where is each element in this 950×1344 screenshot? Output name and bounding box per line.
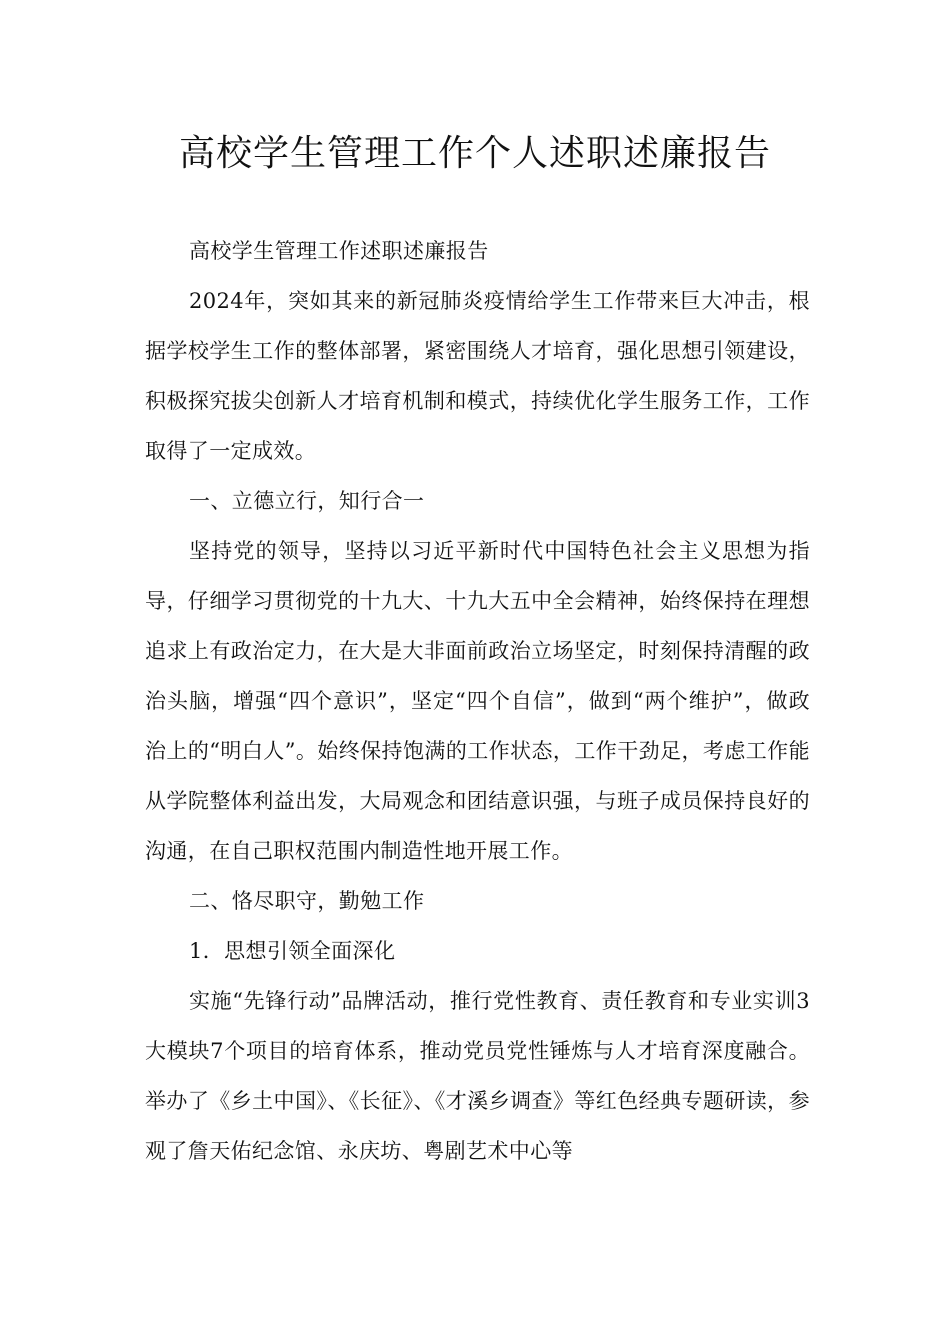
paragraph-intro: 2024年，突如其来的新冠肺炎疫情给学生工作带来巨大冲击，根据学校学生工作的整体部署，紧密围绕人才培育，强化思想引领建设，积极探究拔尖创新人才培育机制和模式，持续优化学生服务工作，工作取得了一定成效。 [145, 289, 810, 463]
document-title: 高校学生管理工作个人述职述廉报告 [178, 133, 771, 174]
paragraph-subtitle: 高校学生管理工作述职述廉报告 [189, 239, 489, 263]
section-heading-1: 一、立德立行，知行合一 [189, 489, 425, 513]
paragraph-section-1: 坚持党的领导，坚持以习近平新时代中国特色社会主义思想为指导，仔细学习贯彻党的十九大、十九大五中全会精神，始终保持在理想追求上有政治定力，在大是大非面前政治立场坚定，时刻保持清醒的政治头脑，增强“四个意识”，坚定“四个自信”，做到“两个维护”，做政治上的“明白人”。始终保持饱满的工作状态，工作干劲足，考虑工作能从学院整体利益出发，大局观念和团结意识强，与班子成员保持良好的沟通，在自己职权范围内制造性地开展工作。 [145, 539, 810, 863]
document-body [145, 226, 810, 1176]
subsection-heading-1: 1．思想引领全面深化 [189, 939, 396, 963]
paragraph-subsection-1: 实施“先锋行动”品牌活动，推行党性教育、责任教育和专业实训3大模块7个项目的培育体系，推动党员党性锤炼与人才培育深度融合。举办了《乡土中国》、《长征》、《才溪乡调查》等红色经典专题研读，参观了詹天佑纪念馆、永庆坊、粤剧艺术中心等 [145, 989, 810, 1163]
section-heading-2: 二、恪尽职守，勤勉工作 [189, 889, 425, 913]
